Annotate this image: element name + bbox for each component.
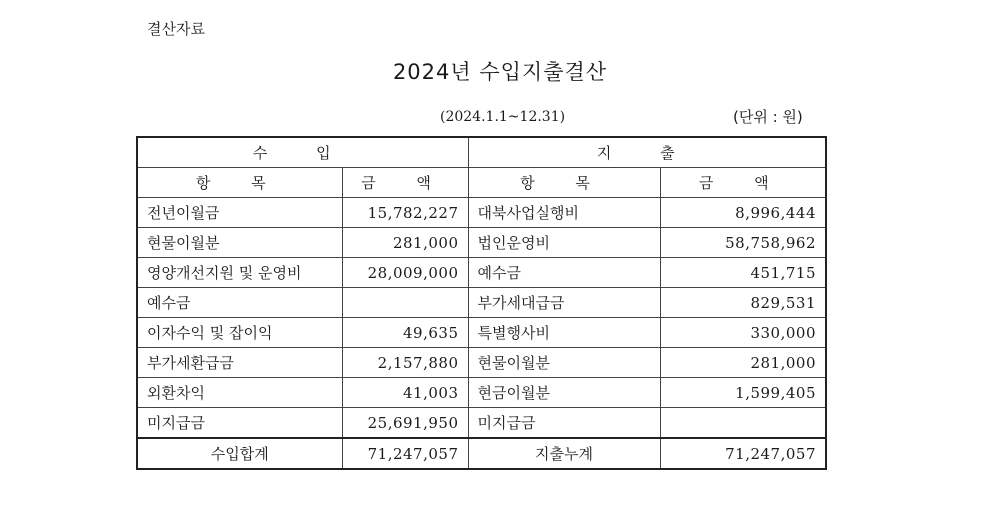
- income-amount-cell: 49,635: [342, 318, 468, 348]
- table-row: [137, 198, 826, 228]
- table-row: [137, 378, 826, 408]
- expense-item-cell: 미지급금: [468, 408, 660, 439]
- income-item-header: 항 목: [137, 168, 342, 198]
- income-item-cell: 현물이월분: [137, 228, 342, 258]
- income-amount-cell: 15,782,227: [342, 198, 468, 228]
- expense-item-cell: 현물이월분: [468, 348, 660, 378]
- table-row: [137, 318, 826, 348]
- income-item-cell: 영양개선지원 및 운영비: [137, 258, 342, 288]
- expense-amount-cell: 451,715: [660, 258, 826, 288]
- income-item-cell: 이자수익 및 잡이익: [137, 318, 342, 348]
- expense-amount-cell: 8,996,444: [660, 198, 826, 228]
- expense-amount-header: 금 액: [660, 168, 826, 198]
- expense-total-label: 지출누계: [468, 438, 660, 469]
- expense-amount-cell: 281,000: [660, 348, 826, 378]
- expense-item-cell: 부가세대급금: [468, 288, 660, 318]
- table-row: [137, 348, 826, 378]
- totals-row: [137, 438, 826, 469]
- table-row: [137, 228, 826, 258]
- expense-item-header: 항 목: [468, 168, 660, 198]
- expense-item-cell: 현금이월분: [468, 378, 660, 408]
- income-total-amount: 71,247,057: [342, 438, 468, 469]
- income-amount-cell: 281,000: [342, 228, 468, 258]
- income-header: 수 입: [137, 137, 468, 168]
- expense-amount-cell: 330,000: [660, 318, 826, 348]
- income-amount-cell: [342, 288, 468, 318]
- table-row: [137, 408, 826, 439]
- income-amount-cell: 2,157,880: [342, 348, 468, 378]
- income-item-cell: 전년이월금: [137, 198, 342, 228]
- expense-item-cell: 법인운영비: [468, 228, 660, 258]
- table-row: [137, 258, 826, 288]
- expense-total-amount: 71,247,057: [660, 438, 826, 469]
- column-header-row: [137, 168, 826, 198]
- expense-item-cell: 대북사업실행비: [468, 198, 660, 228]
- expense-amount-cell: 58,758,962: [660, 228, 826, 258]
- expense-amount-cell: 829,531: [660, 288, 826, 318]
- section-header-row: [137, 137, 826, 168]
- income-amount-cell: 25,691,950: [342, 408, 468, 439]
- income-amount-header: 금 액: [342, 168, 468, 198]
- document-label: 결산자료: [147, 20, 205, 38]
- period-range: (2024.1.1~12.31): [440, 109, 566, 125]
- expense-header: 지 출: [468, 137, 826, 168]
- income-item-cell: 미지급금: [137, 408, 342, 439]
- income-item-cell: 외환차익: [137, 378, 342, 408]
- income-amount-cell: 41,003: [342, 378, 468, 408]
- expense-amount-cell: 1,599,405: [660, 378, 826, 408]
- page-title: 2024년 수입지출결산: [392, 60, 608, 84]
- expense-item-cell: 예수금: [468, 258, 660, 288]
- unit-note: (단위 : 원): [733, 108, 803, 126]
- settlement-table: [136, 136, 827, 470]
- expense-item-cell: 특별행사비: [468, 318, 660, 348]
- table-row: [137, 288, 826, 318]
- income-amount-cell: 28,009,000: [342, 258, 468, 288]
- income-total-label: 수입합계: [137, 438, 342, 469]
- expense-amount-cell: [660, 408, 826, 439]
- income-item-cell: 부가세환급금: [137, 348, 342, 378]
- income-item-cell: 예수금: [137, 288, 342, 318]
